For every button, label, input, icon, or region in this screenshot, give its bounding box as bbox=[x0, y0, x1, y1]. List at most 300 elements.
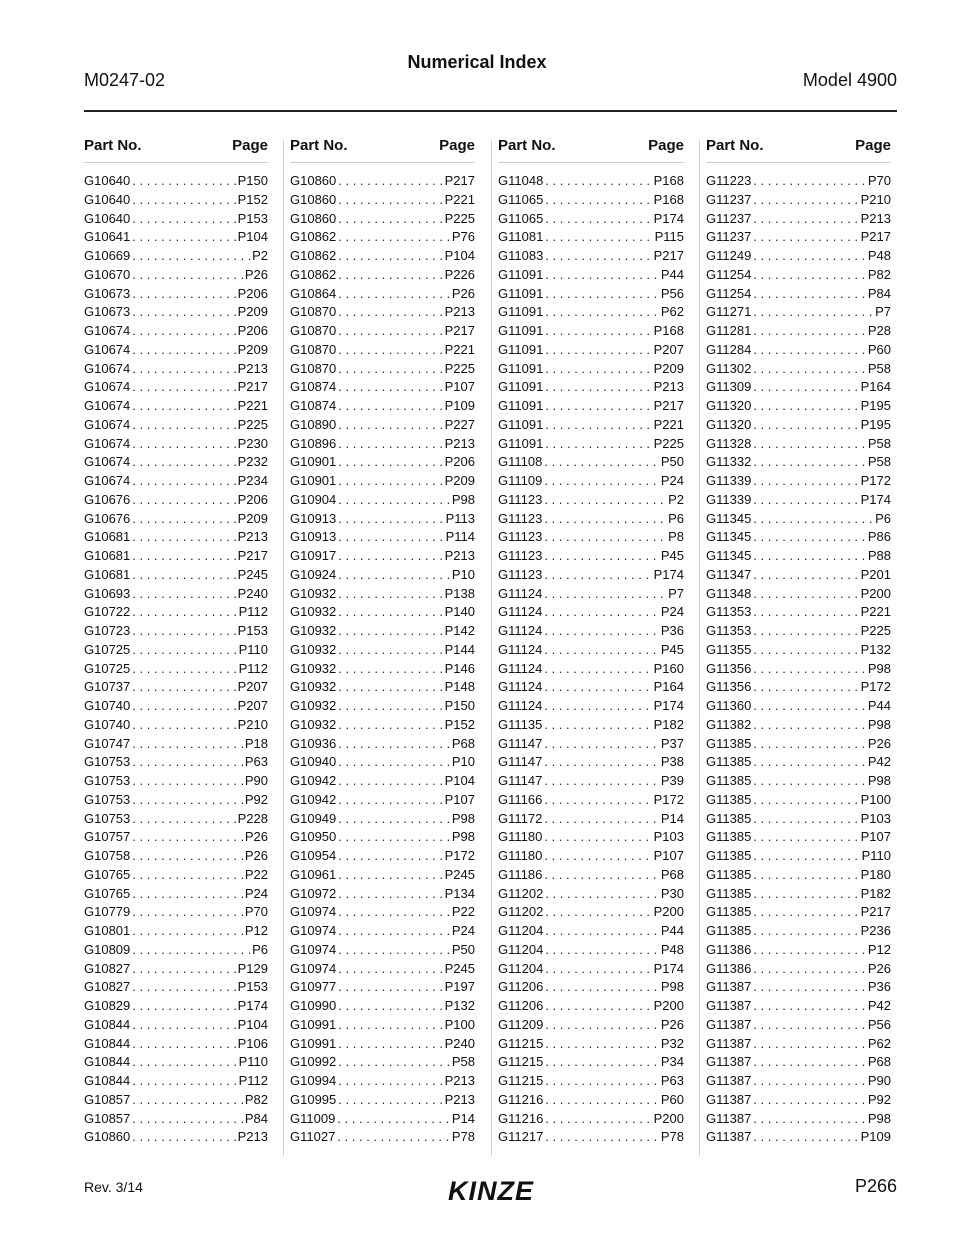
dot-leader bbox=[545, 1035, 659, 1054]
page-reference: P180 bbox=[860, 866, 891, 882]
part-number: G10991 bbox=[290, 1016, 337, 1032]
part-number: G10674 bbox=[84, 398, 131, 413]
part-number: G10896 bbox=[290, 435, 337, 451]
part-number: G11387 bbox=[706, 1073, 752, 1088]
index-entry bbox=[290, 566, 475, 585]
page-reference: P236 bbox=[860, 923, 891, 938]
dot-leader bbox=[338, 866, 442, 885]
part-number: G11320 bbox=[706, 416, 752, 432]
index-entry bbox=[84, 510, 268, 529]
index-entry bbox=[706, 397, 891, 416]
dot-leader bbox=[132, 828, 243, 847]
dot-leader bbox=[338, 622, 442, 641]
dot-leader bbox=[753, 491, 858, 510]
index-entry bbox=[290, 303, 475, 322]
part-number: G11281 bbox=[706, 323, 752, 338]
index-entry bbox=[498, 566, 684, 585]
page-reference: P12 bbox=[867, 941, 891, 957]
index-entry bbox=[706, 772, 891, 791]
dot-leader bbox=[132, 378, 235, 397]
index-entry bbox=[498, 172, 684, 191]
part-number: G11206 bbox=[498, 998, 544, 1013]
index-entry bbox=[706, 1035, 891, 1054]
index-entry bbox=[706, 1053, 891, 1072]
part-number: G10722 bbox=[84, 604, 131, 620]
index-entry bbox=[84, 210, 268, 229]
part-number: G11124 bbox=[498, 641, 543, 657]
dot-leader bbox=[338, 1091, 442, 1110]
page-reference: P109 bbox=[444, 398, 475, 413]
index-entry bbox=[290, 1128, 475, 1147]
dot-leader bbox=[544, 697, 651, 716]
dot-leader bbox=[544, 528, 666, 547]
page-reference: P217 bbox=[237, 379, 268, 395]
column-divider bbox=[491, 140, 492, 1156]
dot-leader bbox=[753, 678, 858, 697]
index-entry bbox=[498, 453, 684, 472]
page-reference: P110 bbox=[861, 848, 891, 863]
part-number: G11385 bbox=[706, 885, 752, 901]
dot-leader bbox=[338, 1053, 450, 1072]
part-number: G10681 bbox=[84, 548, 131, 563]
part-number: G11387 bbox=[706, 1016, 752, 1032]
index-entry bbox=[498, 922, 684, 941]
page-reference: P92 bbox=[244, 791, 268, 807]
part-number: G11123 bbox=[498, 566, 543, 582]
part-number: G11237 bbox=[706, 210, 752, 226]
dot-leader bbox=[338, 960, 442, 979]
index-entry bbox=[498, 828, 684, 847]
dot-leader bbox=[545, 322, 651, 341]
part-number: G10673 bbox=[84, 304, 131, 320]
part-number: G11123 bbox=[498, 529, 543, 545]
part-number: G11091 bbox=[498, 435, 544, 451]
part-number: G11387 bbox=[706, 1110, 752, 1126]
index-entry bbox=[498, 603, 684, 622]
page-reference: P168 bbox=[653, 191, 684, 207]
index-entry bbox=[706, 266, 891, 285]
dot-leader bbox=[545, 191, 651, 210]
index-entry bbox=[290, 528, 475, 547]
dot-leader bbox=[753, 247, 866, 266]
dot-leader bbox=[545, 1072, 659, 1091]
index-entry bbox=[290, 491, 475, 510]
column-divider bbox=[283, 140, 284, 1156]
index-entry bbox=[290, 247, 475, 266]
page-reference: P45 bbox=[660, 641, 684, 657]
part-number: G11091 bbox=[498, 379, 544, 395]
index-entry bbox=[84, 847, 268, 866]
index-entry bbox=[706, 472, 891, 491]
part-number: G10669 bbox=[84, 248, 131, 263]
dot-leader bbox=[338, 678, 442, 697]
dot-leader bbox=[753, 866, 858, 885]
page-reference: P26 bbox=[867, 735, 891, 751]
dot-leader bbox=[753, 397, 858, 416]
index-entry bbox=[290, 547, 475, 566]
dot-leader bbox=[753, 191, 858, 210]
part-number: G11209 bbox=[498, 1016, 544, 1032]
page-reference: P144 bbox=[444, 641, 475, 657]
column-header-rule bbox=[84, 162, 268, 163]
index-entry bbox=[706, 791, 891, 810]
part-number: G10932 bbox=[290, 604, 337, 620]
page-reference: P6 bbox=[668, 510, 684, 526]
dot-leader bbox=[338, 735, 450, 754]
dot-leader bbox=[545, 266, 659, 285]
page-number: P266 bbox=[854, 1176, 897, 1196]
part-number: G11387 bbox=[706, 979, 752, 995]
page-reference: P98 bbox=[867, 773, 891, 788]
dot-leader bbox=[545, 247, 651, 266]
page-reference: P14 bbox=[660, 810, 684, 826]
dot-leader bbox=[545, 922, 659, 941]
page-reference: P32 bbox=[660, 1035, 684, 1051]
index-entry bbox=[706, 603, 891, 622]
index-entry bbox=[84, 903, 268, 922]
index-entry bbox=[290, 641, 475, 660]
index-entry bbox=[498, 1128, 684, 1147]
page-reference: P197 bbox=[444, 979, 475, 995]
part-number: G11091 bbox=[498, 285, 544, 301]
part-number: G10961 bbox=[290, 866, 337, 882]
index-entry bbox=[706, 341, 891, 360]
page-reference: P213 bbox=[444, 435, 475, 451]
part-number: G10740 bbox=[84, 698, 131, 713]
page-reference: P140 bbox=[444, 604, 475, 620]
index-entry bbox=[706, 1072, 891, 1091]
page-reference: P76 bbox=[451, 229, 475, 245]
dot-leader bbox=[545, 885, 659, 904]
page-reference: P209 bbox=[237, 510, 268, 526]
index-entry bbox=[290, 903, 475, 922]
dot-leader bbox=[338, 810, 450, 829]
dot-leader bbox=[132, 585, 235, 604]
index-entry bbox=[84, 1091, 268, 1110]
page-reference: P221 bbox=[653, 416, 684, 432]
page-reference: P195 bbox=[860, 416, 891, 432]
part-number: G10974 bbox=[290, 960, 337, 976]
page-reference: P44 bbox=[867, 698, 891, 713]
dot-leader bbox=[544, 847, 651, 866]
part-number: G10844 bbox=[84, 1016, 131, 1032]
dot-leader bbox=[132, 453, 235, 472]
page-reference: P240 bbox=[444, 1035, 475, 1051]
dot-leader bbox=[132, 791, 243, 810]
dot-leader bbox=[544, 453, 659, 472]
part-number: G10950 bbox=[290, 829, 337, 845]
part-number: G11180 bbox=[498, 829, 543, 845]
index-entry bbox=[706, 191, 891, 210]
dot-leader bbox=[753, 566, 858, 585]
part-number: G11091 bbox=[498, 266, 544, 282]
part-number: G11360 bbox=[706, 698, 752, 713]
part-number: G10779 bbox=[84, 904, 131, 920]
part-number: G11386 bbox=[706, 941, 752, 957]
part-number: G11065 bbox=[498, 191, 544, 207]
part-number: G11387 bbox=[706, 1091, 752, 1107]
page-reference: P82 bbox=[244, 1091, 268, 1107]
dot-leader bbox=[545, 397, 651, 416]
page-reference: P172 bbox=[860, 679, 891, 695]
page-reference: P58 bbox=[867, 360, 891, 376]
part-number: G11108 bbox=[498, 454, 543, 470]
part-number: G11172 bbox=[498, 810, 543, 826]
index-entry bbox=[84, 1035, 268, 1054]
page-reference: P34 bbox=[660, 1054, 684, 1070]
page-reference: P245 bbox=[237, 566, 268, 582]
part-number: G11216 bbox=[498, 1110, 544, 1126]
part-number: G10723 bbox=[84, 623, 131, 638]
part-number: G10932 bbox=[290, 641, 337, 657]
index-entry bbox=[290, 660, 475, 679]
part-number: G10870 bbox=[290, 341, 337, 357]
part-number: G11385 bbox=[706, 829, 752, 845]
page-reference: P210 bbox=[237, 716, 268, 732]
page-reference: P68 bbox=[867, 1054, 891, 1070]
part-number: G10681 bbox=[84, 566, 131, 582]
page-reference: P36 bbox=[867, 979, 891, 995]
dot-leader bbox=[753, 1110, 866, 1129]
part-number: G11385 bbox=[706, 735, 752, 751]
dot-leader bbox=[753, 735, 866, 754]
page-reference: P50 bbox=[451, 941, 475, 957]
index-entry bbox=[84, 228, 268, 247]
page-reference: P26 bbox=[244, 829, 268, 845]
page-reference: P98 bbox=[451, 491, 475, 507]
index-entry bbox=[84, 791, 268, 810]
part-number: G11328 bbox=[706, 435, 752, 451]
page-reference: P24 bbox=[244, 885, 268, 901]
index-rows bbox=[84, 172, 268, 1147]
part-number: G11356 bbox=[706, 679, 752, 695]
part-number: G11254 bbox=[706, 285, 752, 301]
index-entry bbox=[498, 660, 684, 679]
index-entry bbox=[84, 997, 268, 1016]
part-number: G11206 bbox=[498, 979, 544, 995]
index-column-4 bbox=[706, 130, 891, 1158]
index-entry bbox=[290, 172, 475, 191]
page-reference: P164 bbox=[860, 379, 891, 395]
dot-leader bbox=[338, 641, 442, 660]
page-reference: P209 bbox=[444, 473, 475, 488]
index-entry bbox=[498, 285, 684, 304]
part-number: G10809 bbox=[84, 941, 131, 957]
page-reference: P217 bbox=[444, 323, 475, 338]
page-reference: P22 bbox=[451, 904, 475, 920]
page-reference: P84 bbox=[244, 1110, 268, 1126]
part-number: G11217 bbox=[498, 1129, 544, 1145]
dot-leader bbox=[753, 266, 866, 285]
part-number: G11223 bbox=[706, 173, 752, 188]
part-number: G10870 bbox=[290, 304, 337, 320]
dot-leader bbox=[338, 566, 450, 585]
index-entry bbox=[84, 1128, 268, 1147]
page-reference: P56 bbox=[660, 285, 684, 301]
page-reference: P78 bbox=[451, 1129, 475, 1145]
part-number: G10990 bbox=[290, 998, 337, 1013]
dot-leader bbox=[544, 866, 659, 885]
part-number: G10747 bbox=[84, 735, 131, 751]
part-number: G11387 bbox=[706, 1035, 752, 1051]
index-entry bbox=[290, 1091, 475, 1110]
dot-leader bbox=[132, 472, 235, 491]
part-number: G11387 bbox=[706, 1129, 752, 1145]
index-entry bbox=[84, 885, 268, 904]
index-entry bbox=[706, 903, 891, 922]
page-reference: P225 bbox=[653, 435, 684, 451]
index-entry bbox=[84, 247, 268, 266]
index-entry bbox=[84, 716, 268, 735]
dot-leader bbox=[753, 528, 866, 547]
dot-leader bbox=[132, 1035, 235, 1054]
index-entry bbox=[498, 1016, 684, 1035]
page-reference: P26 bbox=[660, 1016, 684, 1032]
page-reference: P217 bbox=[860, 904, 891, 920]
index-entry bbox=[84, 453, 268, 472]
index-entry bbox=[706, 697, 891, 716]
dot-leader bbox=[338, 997, 442, 1016]
index-entry bbox=[706, 416, 891, 435]
part-number: G10932 bbox=[290, 716, 337, 732]
index-entry bbox=[290, 772, 475, 791]
index-entry bbox=[706, 547, 891, 566]
dot-leader bbox=[545, 416, 651, 435]
dot-leader bbox=[132, 641, 236, 660]
dot-leader bbox=[132, 566, 235, 585]
dot-leader bbox=[544, 660, 651, 679]
page-reference: P14 bbox=[451, 1110, 475, 1126]
column-header bbox=[84, 137, 268, 161]
page-reference: P2 bbox=[668, 491, 684, 507]
part-number: G11353 bbox=[706, 623, 752, 638]
page-reference: P109 bbox=[860, 1129, 891, 1145]
part-number: G10901 bbox=[290, 454, 337, 470]
index-entry bbox=[498, 697, 684, 716]
dot-leader bbox=[544, 622, 659, 641]
dot-leader bbox=[545, 1053, 659, 1072]
page-reference: P10 bbox=[451, 754, 475, 770]
dot-leader bbox=[338, 341, 442, 360]
dot-leader bbox=[338, 903, 450, 922]
index-entry bbox=[498, 941, 684, 960]
part-number: G10932 bbox=[290, 660, 337, 676]
dot-leader bbox=[544, 566, 651, 585]
index-entry bbox=[706, 453, 891, 472]
dot-leader bbox=[753, 1053, 866, 1072]
page-reference: P90 bbox=[244, 773, 268, 788]
part-number: G11166 bbox=[498, 791, 543, 807]
page-reference: P22 bbox=[244, 866, 268, 882]
page-reference: P213 bbox=[444, 1073, 475, 1088]
part-number: G10860 bbox=[290, 210, 337, 226]
part-number: G10932 bbox=[290, 585, 337, 601]
dot-leader bbox=[753, 697, 866, 716]
dot-leader bbox=[338, 1035, 442, 1054]
dot-leader bbox=[132, 678, 235, 697]
page-reference: P48 bbox=[867, 248, 891, 263]
dot-leader bbox=[338, 322, 442, 341]
dot-leader bbox=[753, 716, 866, 735]
index-entry bbox=[290, 603, 475, 622]
revision-label: Rev. 3/14 bbox=[84, 1179, 143, 1195]
index-entry bbox=[84, 435, 268, 454]
page-reference: P107 bbox=[860, 829, 891, 845]
index-entry bbox=[290, 866, 475, 885]
dot-leader bbox=[337, 1128, 450, 1147]
page-reference: P50 bbox=[660, 454, 684, 470]
index-entry bbox=[290, 1035, 475, 1054]
part-number: G11385 bbox=[706, 773, 752, 788]
column-header bbox=[290, 137, 475, 161]
index-entry bbox=[84, 922, 268, 941]
part-number: G10737 bbox=[84, 679, 131, 695]
index-entry bbox=[706, 716, 891, 735]
page-heading: Page bbox=[232, 137, 268, 154]
index-entry bbox=[84, 1016, 268, 1035]
page-reference: P110 bbox=[238, 1054, 268, 1070]
part-number: G10913 bbox=[290, 510, 337, 526]
dot-leader bbox=[338, 1016, 442, 1035]
dot-leader bbox=[132, 285, 235, 304]
index-entry bbox=[706, 978, 891, 997]
index-entry bbox=[498, 1072, 684, 1091]
part-number: G10674 bbox=[84, 473, 131, 488]
page-reference: P213 bbox=[444, 1091, 475, 1107]
index-entry bbox=[498, 735, 684, 754]
page-reference: P48 bbox=[660, 941, 684, 957]
page-title: Numerical Index bbox=[407, 52, 547, 72]
page-reference: P62 bbox=[867, 1035, 891, 1051]
index-entry bbox=[706, 528, 891, 547]
dot-leader bbox=[544, 810, 659, 829]
part-number: G10860 bbox=[84, 1129, 131, 1145]
part-number: G11065 bbox=[498, 210, 544, 226]
part-number: G10844 bbox=[84, 1054, 131, 1070]
dot-leader bbox=[337, 1110, 450, 1129]
dot-leader bbox=[544, 472, 659, 491]
part-number: G10640 bbox=[84, 210, 131, 226]
page-reference: P98 bbox=[660, 979, 684, 995]
index-entry bbox=[84, 266, 268, 285]
index-entry bbox=[84, 828, 268, 847]
index-entry bbox=[84, 341, 268, 360]
part-number: G10924 bbox=[290, 566, 337, 582]
dot-leader bbox=[545, 1091, 659, 1110]
model-name: Model 4900 bbox=[802, 70, 897, 90]
page-reference: P68 bbox=[451, 735, 475, 751]
dot-leader bbox=[338, 660, 442, 679]
index-entry bbox=[498, 322, 684, 341]
dot-leader bbox=[544, 753, 659, 772]
index-entry bbox=[84, 978, 268, 997]
part-number: G10862 bbox=[290, 248, 337, 263]
dot-leader bbox=[753, 210, 858, 229]
index-entry bbox=[84, 678, 268, 697]
page-reference: P68 bbox=[660, 866, 684, 882]
dot-leader bbox=[753, 960, 866, 979]
part-no-heading: Part No. bbox=[290, 137, 348, 154]
page-reference: P36 bbox=[660, 623, 684, 638]
dot-leader bbox=[132, 303, 235, 322]
part-number: G11027 bbox=[290, 1129, 336, 1145]
dot-leader bbox=[338, 247, 442, 266]
dot-leader bbox=[132, 360, 235, 379]
index-entry bbox=[498, 341, 684, 360]
index-entry bbox=[290, 810, 475, 829]
page-reference: P232 bbox=[237, 454, 268, 470]
index-entry bbox=[498, 378, 684, 397]
